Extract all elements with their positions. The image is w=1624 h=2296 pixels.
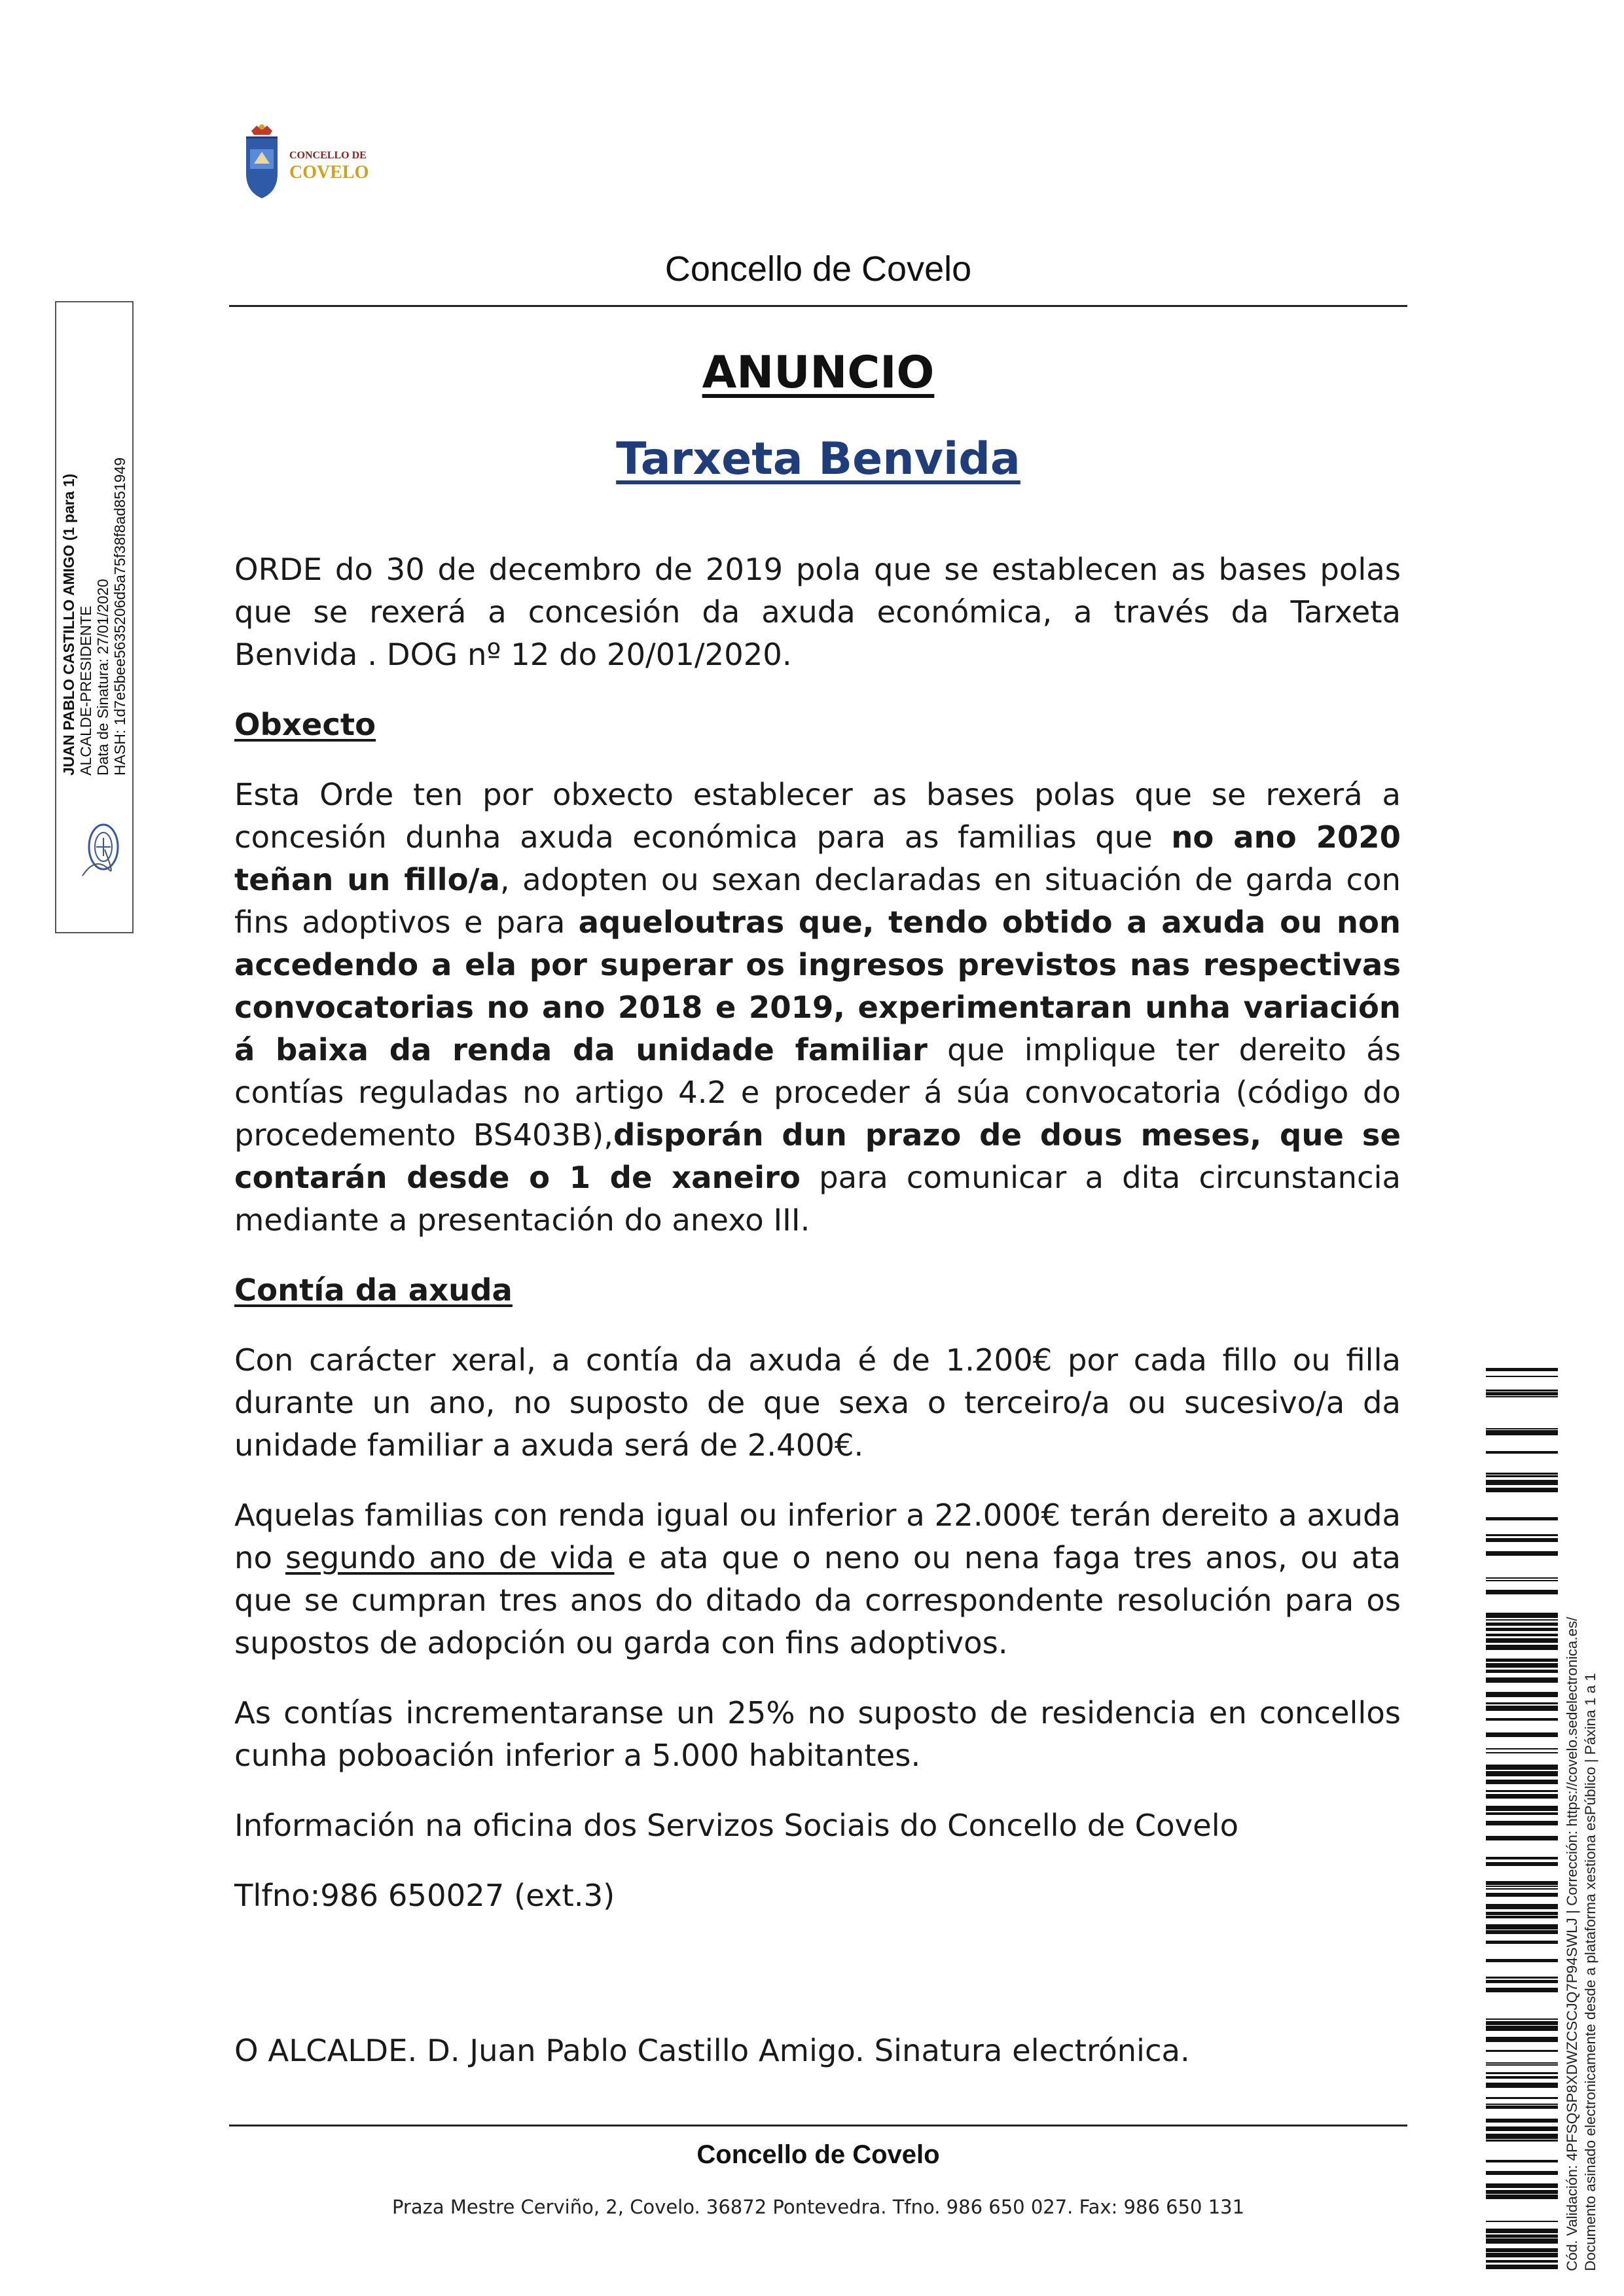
barcode-bar xyxy=(1486,1376,1558,1377)
barcode-bar xyxy=(1486,1904,1558,1909)
obxecto-text-2: , adopten ou sexan declaradas en situación de garda con fins adoptivos e para xyxy=(234,862,1401,940)
barcode-bar xyxy=(1486,1538,1558,1542)
document-body xyxy=(234,548,1401,2072)
barcode-bar xyxy=(1486,2083,1558,2088)
obxecto-bold-1: no ano 2020 teñan un fillo/a xyxy=(234,819,1401,897)
footer-name: Concello de Covelo xyxy=(696,2140,940,2169)
barcode-bar xyxy=(1486,1677,1558,1683)
section-heading-contia xyxy=(234,1269,1401,1312)
barcode-bar xyxy=(1486,1718,1558,1721)
barcode-bar xyxy=(1486,1790,1558,1792)
barcode-bar xyxy=(1486,1765,1558,1770)
barcode-bar xyxy=(1486,1924,1558,1929)
contia-paragraph-3: As contías incrementaranse un 25% no suposto de residencia en concellos cunha poboación inferior a 5.000 habitantes. xyxy=(234,1695,1401,1773)
concello-logo xyxy=(237,123,388,215)
barcode-bar xyxy=(1486,2072,1558,2074)
barcode-bar xyxy=(1486,2134,1558,2139)
signature-hash: HASH: 1d7e5bee5635206d5a75f38f8ad851949 xyxy=(111,457,128,776)
barcode-bar xyxy=(1486,1551,1558,1556)
barcode-bar xyxy=(1486,1706,1558,1711)
barcode-bar xyxy=(1486,1517,1558,1520)
barcode-bar xyxy=(1486,1752,1558,1753)
barcode-bar xyxy=(1486,1392,1558,1395)
barcode-bar xyxy=(1486,2229,1558,2233)
barcode-bar xyxy=(1486,2104,1558,2105)
barcode-bar xyxy=(1486,1980,1558,1983)
contia-paragraph-1: Con carácter xeral, a contía da axuda é de 1.200€ por cada fillo ou filla durante un ano, no suposto de que sexa o terceiro/a ou sucesivo/a da unidade familiar a axuda será de 2.400€. xyxy=(234,1342,1401,1463)
barcode-bar xyxy=(1486,1702,1558,1704)
barcode-bar xyxy=(1486,2190,1558,2194)
barcode-bar xyxy=(1486,1988,1558,1992)
barcode-bar xyxy=(1486,2018,1558,2020)
barcode-bar xyxy=(1486,1428,1558,1429)
barcode-bar xyxy=(1486,2126,1558,2131)
validation-text xyxy=(1563,1355,1622,2271)
section-heading-obxecto xyxy=(234,704,1401,746)
barcode-bar xyxy=(1486,1941,1558,1944)
barcode-bar xyxy=(1486,1916,1558,1918)
barcode-bar xyxy=(1486,1368,1558,1371)
barcode-bar xyxy=(1486,2195,1558,2199)
contia-text-a: Aquelas familias con renda igual ou inferior a 22.000€ terán dereito a axuda no xyxy=(234,1498,1401,1575)
logo-line2: COVELO xyxy=(289,162,369,183)
barcode-bar xyxy=(1486,1590,1558,1594)
barcode-bar xyxy=(1486,2253,1558,2257)
barcode-bar xyxy=(1486,2234,1558,2238)
barcode-bar xyxy=(1486,1888,1558,1890)
footer-address: Praza Mestre Cerviño, 2, Covelo. 36872 Pontevedra. Tfno. 986 650 027. Fax: 986 650 131 xyxy=(391,2196,1245,2218)
barcode-bar xyxy=(1486,2106,1558,2109)
contia-underlined: segundo ano de vida xyxy=(285,1540,615,1575)
barcode-bar xyxy=(1486,2026,1558,2031)
contia-text-b: e ata que o neno ou nena faga tres anos, ou ata que se cumpran tres anos do ditado da correspondente resolución para os supostos de adopción ou garda con fins adoptivos. xyxy=(234,1540,1401,1660)
barcode-bar xyxy=(1486,1663,1558,1668)
signer-name: JUAN PABLO CASTILLO AMIGO (1 para 1) xyxy=(60,473,77,776)
barcode-bar xyxy=(1486,1893,1558,1897)
barcode-bar xyxy=(1486,1780,1558,1784)
obxecto-paragraph xyxy=(234,774,1401,1242)
contia-paragraph-2 xyxy=(234,1494,1401,1664)
signature-line: O ALCALDE. D. Juan Pablo Castillo Amigo. Sinatura electrónica. xyxy=(234,2033,1190,2068)
barcode-bar xyxy=(1486,1977,1558,1979)
signature-date: Data de Sinatura: 27/01/2020 xyxy=(94,579,111,776)
signature-seal-icon xyxy=(77,810,130,884)
barcode-bar xyxy=(1486,2119,1558,2123)
barcode-bar xyxy=(1486,1836,1558,1840)
info-paragraph: Información na oficina dos Servizos Sociais do Concello de Covelo xyxy=(234,1808,1239,1843)
section-heading-text: Contía da axuda xyxy=(234,1272,513,1308)
barcode-bar xyxy=(1486,1886,1558,1887)
barcode-bar xyxy=(1486,1613,1558,1618)
barcode-bar xyxy=(1486,1659,1558,1662)
barcode-bar xyxy=(1486,1771,1558,1776)
barcode-bar xyxy=(1486,1577,1558,1579)
validation-platform: Documento asinado electronicamente desde a plataforma xestiona esPúblico | Páxina 1 a 1 xyxy=(1582,1673,1598,2271)
barcode-bar xyxy=(1486,2265,1558,2269)
barcode-bar xyxy=(1486,1857,1558,1859)
barcode-bar xyxy=(1486,1475,1558,1477)
barcode-bar xyxy=(1486,1912,1558,1915)
barcode-bar xyxy=(1486,1794,1558,1799)
barcode-bar xyxy=(1486,2021,1558,2025)
barcode-bar xyxy=(1486,2097,1558,2099)
barcode-bar xyxy=(1486,2248,1558,2252)
barcode-bar xyxy=(1486,1881,1558,1885)
barcode-bar xyxy=(1486,1930,1558,1934)
barcode-bar xyxy=(1486,1451,1558,1454)
barcode-bar xyxy=(1486,1862,1558,1866)
document-title: ANUNCIO xyxy=(702,347,935,399)
barcode-bar xyxy=(1486,1430,1558,1435)
barcode-bar xyxy=(1486,2183,1558,2188)
barcode-bar xyxy=(1486,1638,1558,1643)
barcode-bar xyxy=(1486,1390,1558,1391)
barcode-bar xyxy=(1486,2140,1558,2142)
obxecto-bold-3: disporán dun prazo de dous meses, que se contarán desde o 1 de xaneiro xyxy=(234,1117,1401,1195)
barcode-bar xyxy=(1486,1534,1558,1536)
barcode-bar xyxy=(1486,1645,1558,1650)
barcode-bar xyxy=(1486,1748,1558,1749)
barcode-bar xyxy=(1486,2062,1558,2064)
barcode-bar xyxy=(1486,1628,1558,1631)
barcode-bar xyxy=(1486,2221,1558,2222)
coat-of-arms-icon xyxy=(246,124,278,198)
obxecto-text-1: Esta Orde ten por obxecto establecer as bases polas que se rexerá a concesión dunha axuda económica para as familias que xyxy=(234,777,1401,855)
barcode-bar xyxy=(1486,1623,1558,1626)
barcode-bar xyxy=(1486,1396,1558,1397)
obxecto-text-3: que implique ter dereito ás contías reguladas no artigo 4.2 e proceder á súa convocatoria (código do procedemento BS403B), xyxy=(234,1032,1401,1153)
logo-line1: CONCELLO DE xyxy=(289,150,367,161)
barcode-bar xyxy=(1486,2076,1558,2079)
barcode-bar xyxy=(1486,2160,1558,2162)
barcode-bar xyxy=(1486,1812,1558,1815)
signature-box-text xyxy=(60,187,139,776)
header-divider xyxy=(229,305,1407,307)
obxecto-bold-2: aqueloutras que, tendo obtido a axuda ou non accedendo a ela por superar os ingresos previstos nas respectivas convocatorias no ano 2018 e 2019, experimentaran unha variación á baixa da renda da unidade familiar xyxy=(234,905,1401,1067)
barcode-bar xyxy=(1486,1634,1558,1636)
barcode-bar xyxy=(1486,2064,1558,2066)
barcode-icon xyxy=(1486,1368,1558,2271)
barcode-bar xyxy=(1486,1619,1558,1621)
barcode-bar xyxy=(1486,2050,1558,2052)
section-heading-text: Obxecto xyxy=(234,707,376,742)
intro-paragraph: ORDE do 30 de decembro de 2019 pola que se establecen as bases polas que se rexerá a concesión da axuda económica, a través da Tarxeta Benvida . DOG nº 12 do 20/01/2020. xyxy=(234,552,1401,672)
barcode-bar xyxy=(1486,2171,1558,2175)
obxecto-text-4: para comunicar a dita circunstancia mediante a presentación do anexo III. xyxy=(234,1160,1401,1238)
signer-role: ALCALDE-PRESIDENTE xyxy=(77,605,94,776)
barcode-bar xyxy=(1486,1692,1558,1697)
document-subtitle: Tarxeta Benvida xyxy=(616,433,1020,485)
barcode-bar xyxy=(1486,1821,1558,1825)
barcode-bar xyxy=(1486,1488,1558,1492)
barcode-bar xyxy=(1486,1580,1558,1581)
barcode-bar xyxy=(1486,1473,1558,1475)
phone-paragraph: Tlfno:986 650027 (ext.3) xyxy=(234,1878,615,1913)
barcode-bar xyxy=(1486,1806,1558,1811)
validation-code: Cód. Validación: 4PFSQSP8XDWZCSCJQ7P94SWLJ | Corrección: https://covelo.sedelectronica.es/ xyxy=(1564,1617,1580,2271)
barcode-bar xyxy=(1486,1480,1558,1485)
barcode-bar xyxy=(1486,1732,1558,1737)
barcode-bar xyxy=(1486,1670,1558,1673)
barcode-bar xyxy=(1486,2238,1558,2244)
footer-divider xyxy=(229,2125,1407,2126)
barcode-bar xyxy=(1486,2037,1558,2042)
header-title: Concello de Covelo xyxy=(664,249,972,289)
barcode-bar xyxy=(1486,1959,1558,1962)
barcode-bar xyxy=(1486,2260,1558,2263)
